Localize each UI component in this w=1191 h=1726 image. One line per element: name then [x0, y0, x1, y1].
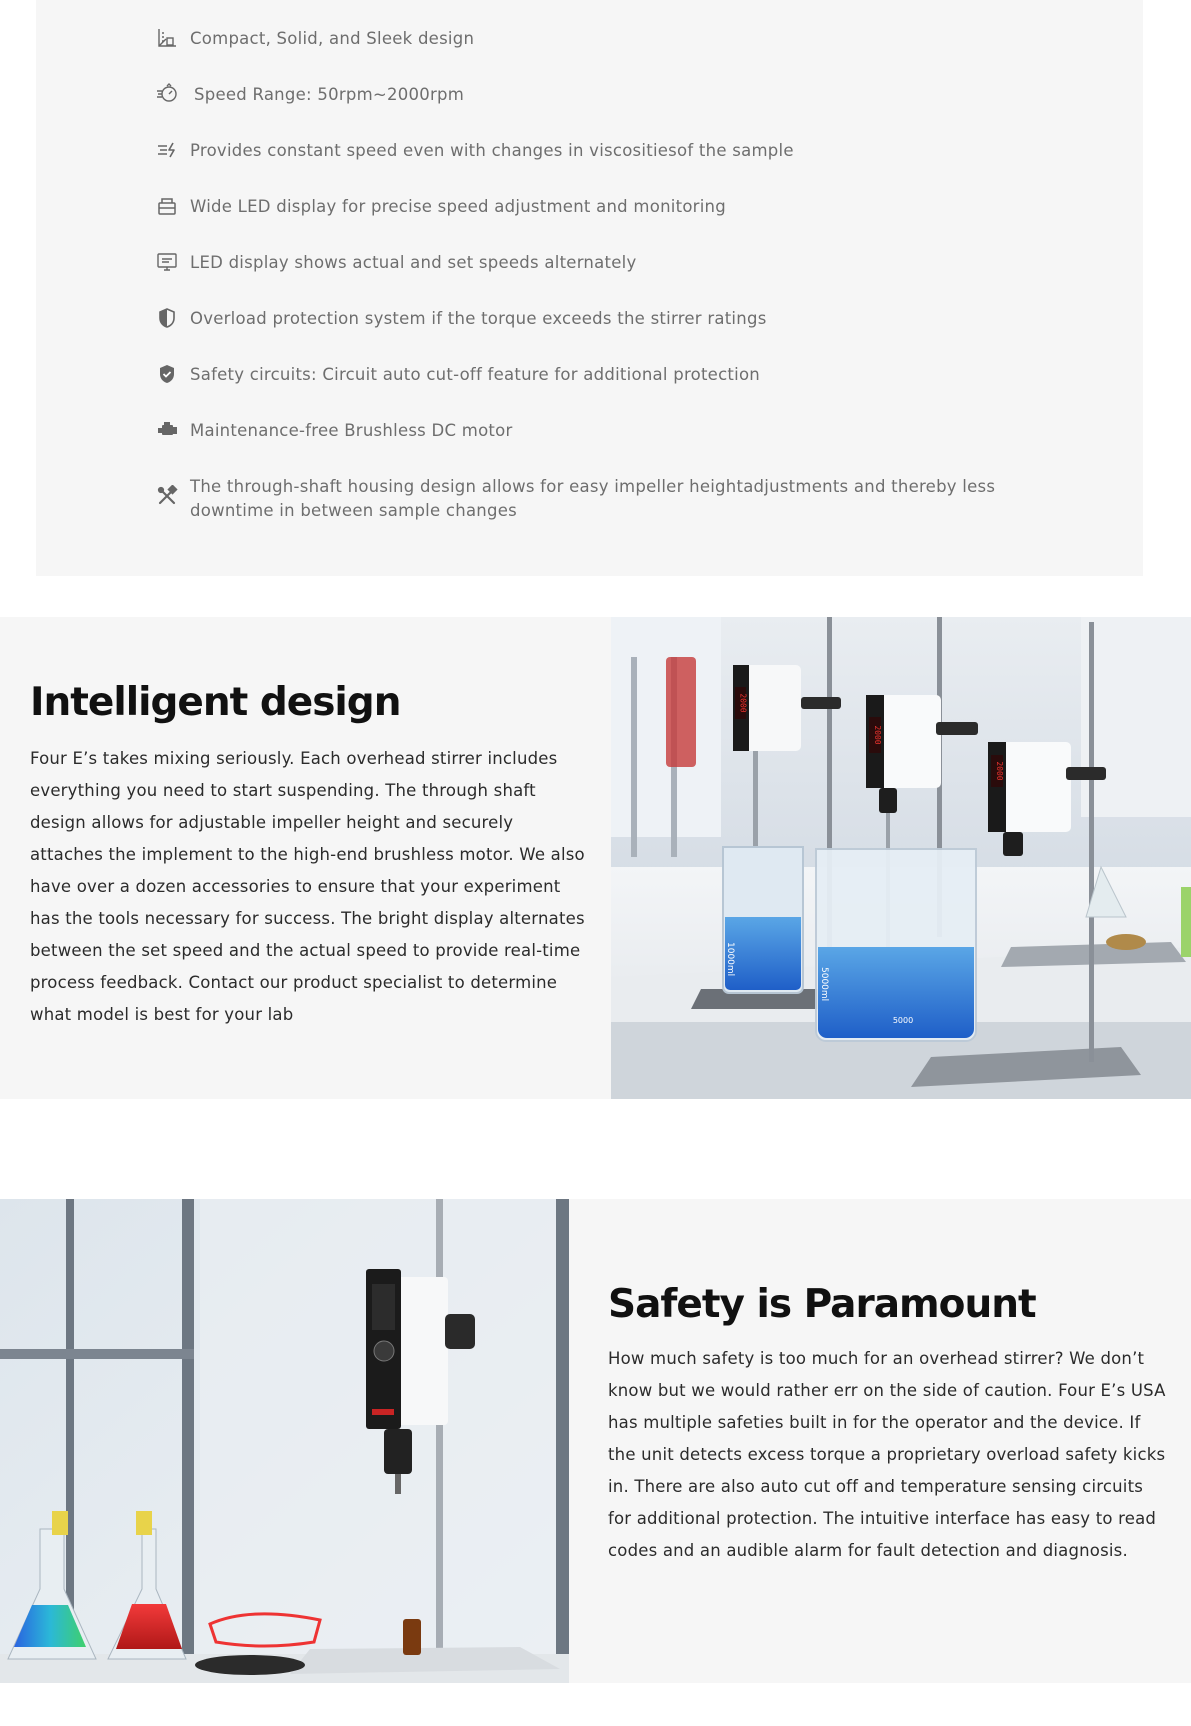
feature-text: Speed Range: 50rpm~2000rpm [194, 85, 465, 104]
engine-icon [156, 419, 178, 441]
tools-icon [156, 485, 178, 507]
ruler-design-icon [156, 27, 178, 49]
led-readout: 2000 [995, 761, 1004, 781]
beaker-label: 5000ml [819, 967, 829, 1002]
fast-speed-icon [156, 139, 178, 161]
beaker-label: 5000 [892, 1016, 914, 1025]
shield-half-icon [156, 307, 178, 329]
feature-item [156, 419, 513, 443]
feature-item [156, 475, 1035, 523]
feature-text: Provides constant speed even with changes in viscositiesof the sample [190, 141, 794, 160]
feature-text: Wide LED display for precise speed adjustment and monitoring [190, 197, 726, 216]
feature-item [156, 27, 474, 51]
monitor-icon [156, 251, 178, 273]
led-readout: 2000 [738, 693, 748, 713]
feature-text: Overload protection system if the torque exceeds the stirrer ratings [190, 309, 767, 328]
feature-item [156, 83, 464, 107]
lab-stirrers-photo [611, 617, 1191, 1099]
feature-text: LED display shows actual and set speeds alternately [190, 253, 637, 272]
speedometer-icon [156, 83, 178, 105]
led-display-icon [156, 195, 178, 217]
feature-item [156, 195, 726, 219]
shield-check-icon [156, 363, 178, 385]
features-panel [36, 0, 1143, 576]
feature-text: Compact, Solid, and Sleek design [190, 29, 475, 48]
feature-item [156, 251, 636, 275]
section-body: Four E’s takes mixing seriously. Each overhead stirrer includes everything you need to start suspending. The through shaft design allows for adjustable impeller height and securely attaches the implement to the high-end brushless motor. We also have over a dozen accessories to ensure that your experiment has the tools necessary for success. The bright display alternates between the set speed and the actual speed to provide real-time process feedback. Contact our product specialist to determine what model is best for your lab [30, 749, 585, 1024]
section-title: Intelligent design [30, 680, 401, 725]
intelligent-design-textbox [0, 617, 611, 1099]
section-body: How much safety is too much for an overhead stirrer? We don’t know but we would rather err on the side of caution. Four E’s USA has multiple safeties built in for the operator and the device. If the unit detects excess torque a proprietary overload safety kicks in. There are also auto cut off and temperature sensing circuits for additional protection. The intuitive interface has easy to read codes and an audible alarm for fault detection and diagnosis. [608, 1349, 1166, 1560]
feature-text: Safety circuits: Circuit auto cut-off feature for additional protection [190, 365, 761, 384]
feature-item [156, 139, 794, 163]
intelligent-design-section [0, 617, 1191, 1099]
section-title: Safety is Paramount [608, 1282, 1036, 1327]
safety-section [0, 1199, 1191, 1683]
feature-text: Maintenance-free Brushless DC motor [190, 421, 513, 440]
feature-text: The through-shaft housing design allows for easy impeller heightadjustments and thereby less downtime in between sample changes [190, 477, 996, 520]
feature-item [156, 307, 767, 331]
feature-item [156, 363, 760, 387]
beaker-label: 1000ml [725, 942, 735, 977]
stirrer-window-photo [0, 1199, 569, 1683]
led-readout: 2000 [873, 725, 882, 745]
safety-textbox [569, 1199, 1191, 1683]
